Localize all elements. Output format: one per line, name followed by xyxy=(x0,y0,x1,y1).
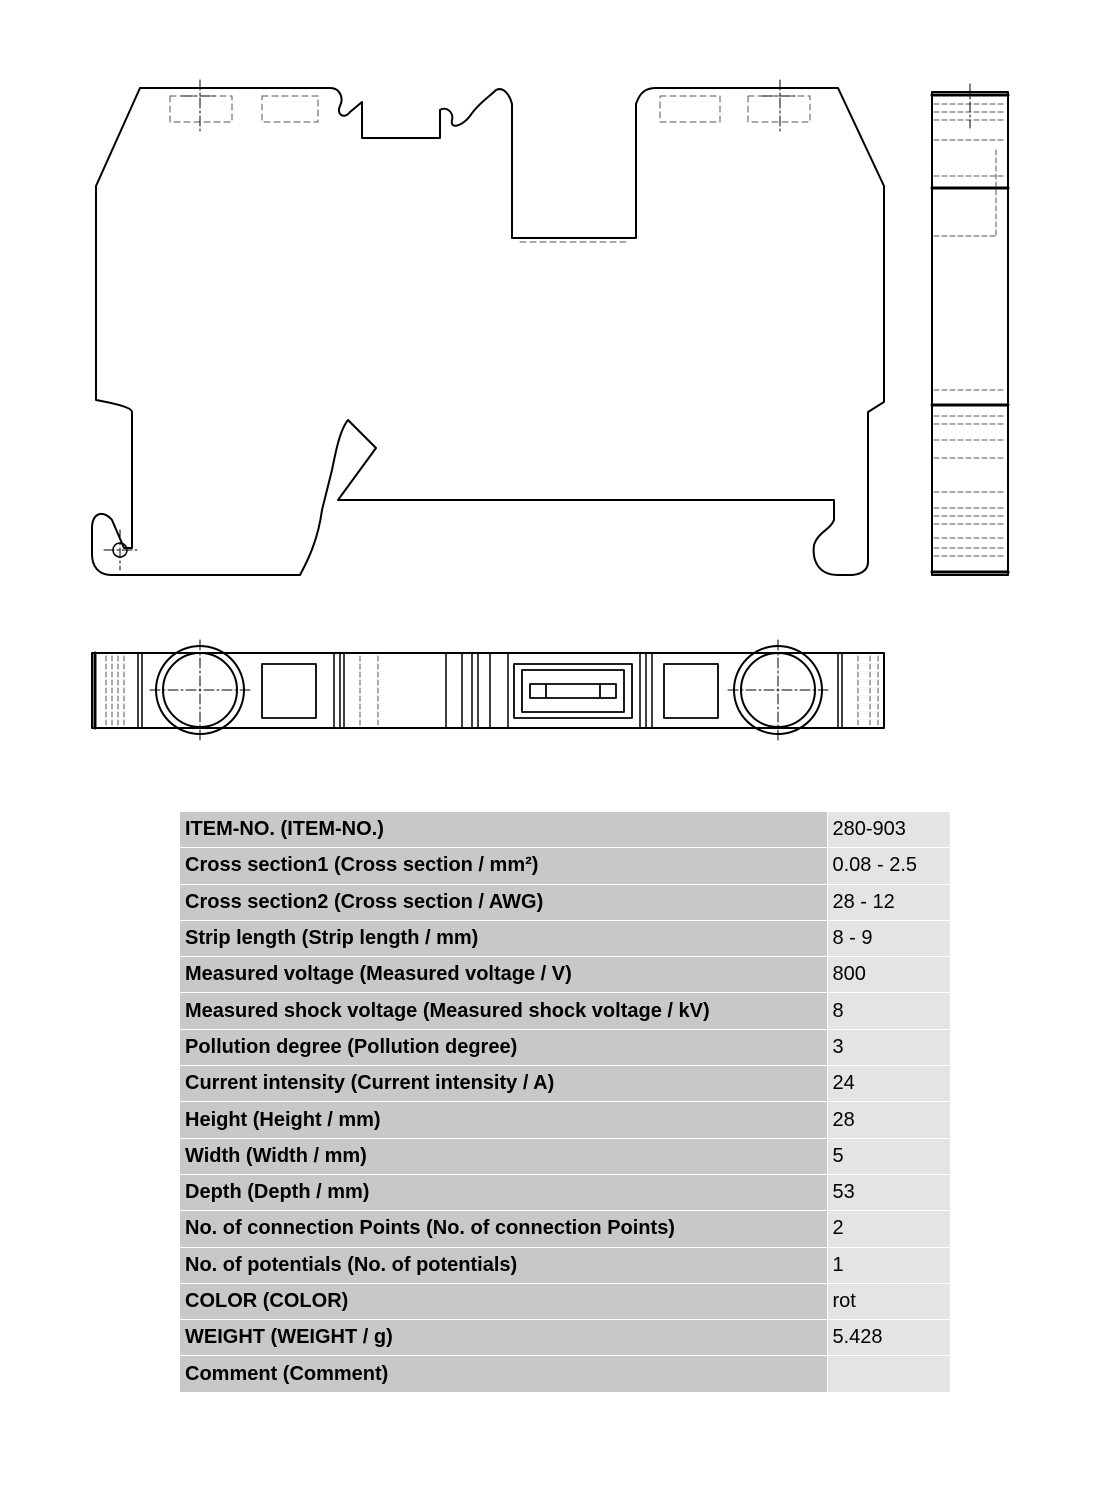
table-row xyxy=(180,920,950,956)
top-jumper-slot xyxy=(514,664,632,718)
specification-table xyxy=(180,812,950,1393)
row-label: Comment (Comment) xyxy=(180,1356,827,1392)
table-row xyxy=(180,1066,950,1102)
row-label: Measured voltage (Measured voltage / V) xyxy=(180,957,827,993)
front-hidden-lines xyxy=(170,96,810,242)
table-row xyxy=(180,1138,950,1174)
side-hidden-lines xyxy=(934,104,1006,556)
row-label: Depth (Depth / mm) xyxy=(180,1174,827,1210)
row-value: 0.08 - 2.5 xyxy=(827,848,950,884)
row-label: Current intensity (Current intensity / A) xyxy=(180,1066,827,1102)
table-row xyxy=(180,1211,950,1247)
row-value: 280-903 xyxy=(827,812,950,848)
table-row xyxy=(180,1029,950,1065)
row-label: Height (Height / mm) xyxy=(180,1102,827,1138)
table-row xyxy=(180,1320,950,1356)
table-row xyxy=(180,1174,950,1210)
row-value: 2 xyxy=(827,1211,950,1247)
row-value: 8 xyxy=(827,993,950,1029)
row-label: Pollution degree (Pollution degree) xyxy=(180,1029,827,1065)
row-label: Cross section2 (Cross section / AWG) xyxy=(180,884,827,920)
table-row xyxy=(180,1102,950,1138)
table-row xyxy=(180,1247,950,1283)
row-label: WEIGHT (WEIGHT / g) xyxy=(180,1320,827,1356)
front-center-lines xyxy=(104,80,798,570)
row-label: Measured shock voltage (Measured shock voltage / kV) xyxy=(180,993,827,1029)
row-label: COLOR (COLOR) xyxy=(180,1283,827,1319)
row-label: Strip length (Strip length / mm) xyxy=(180,920,827,956)
row-value: 8 - 9 xyxy=(827,920,950,956)
front-view-outline xyxy=(92,88,884,575)
row-value: 24 xyxy=(827,1066,950,1102)
row-label: No. of connection Points (No. of connection Points) xyxy=(180,1211,827,1247)
row-value: 5.428 xyxy=(827,1320,950,1356)
table-row xyxy=(180,848,950,884)
row-value: 800 xyxy=(827,957,950,993)
row-label: Width (Width / mm) xyxy=(180,1138,827,1174)
table-row xyxy=(180,1283,950,1319)
table-row xyxy=(180,993,950,1029)
top-view xyxy=(92,640,884,740)
table-row xyxy=(180,884,950,920)
row-value: 5 xyxy=(827,1138,950,1174)
row-label: ITEM-NO. (ITEM-NO.) xyxy=(180,812,827,848)
row-value: 1 xyxy=(827,1247,950,1283)
row-label: No. of potentials (No. of potentials) xyxy=(180,1247,827,1283)
side-view xyxy=(932,84,1008,575)
row-value xyxy=(827,1356,950,1392)
row-value: rot xyxy=(827,1283,950,1319)
top-screw-holes xyxy=(156,646,822,734)
table-row xyxy=(180,957,950,993)
row-label: Cross section1 (Cross section / mm²) xyxy=(180,848,827,884)
row-value: 28 xyxy=(827,1102,950,1138)
row-value: 28 - 12 xyxy=(827,884,950,920)
side-view-outline xyxy=(932,92,1008,575)
table-row xyxy=(180,1356,950,1392)
front-view xyxy=(92,80,884,575)
row-value: 3 xyxy=(827,1029,950,1065)
row-value: 53 xyxy=(827,1174,950,1210)
table-row xyxy=(180,812,950,848)
